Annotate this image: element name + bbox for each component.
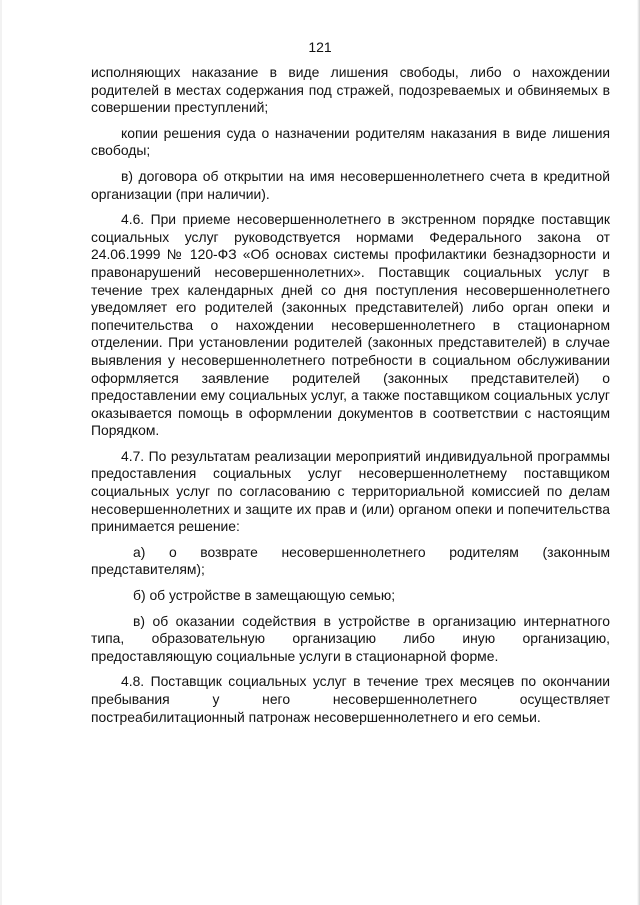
document-body (91, 64, 610, 726)
paragraph-bank-account-contract: в) договора об открытии на имя несовершеннолетнего счета в кредитной организации (при наличии). (91, 167, 610, 202)
paragraph-4-6: 4.6. При приеме несовершеннолетнего в экстренном порядке поставщик социальных услуг руководствуется нормами Федерального закона от 24.06.1999 № 120-ФЗ «Об основах системы профилактики безнадзорности и правонарушений несовершеннолетних». Поставщик социальных услуг в течение трех календарных дней со дня поступления несовершеннолетнего уведомляет его родителей (законных представителей) либо орган опеки и попечительства о нахождении несовершеннолетнего в стационарном отделении. При установлении родителей (законных представителей) в случае выявления у несовершеннолетнего потребности в социальном обслуживании оформляется заявление родителей (законных представителей) о предоставлении ему социальных услуг, а также поставщиком социальных услуг оказывается помощь в оформлении документов в соответствии с настоящим Порядком. (91, 211, 610, 439)
list-item-v: в) об оказании содействия в устройстве в организацию интернатного типа, образовательную организацию либо иную организацию, предоставляющую социальные услуги в стационарной форме. (91, 612, 610, 664)
scan-left-edge (0, 0, 2, 905)
paragraph-4-7: 4.7. По результатам реализации мероприятий индивидуальной программы предоставления социальных услуг несовершеннолетнему поставщиком социальных услуг по согласованию с территориальной комиссией по делам несовершеннолетних и защите их прав и (или) органом опеки и попечительства принимается решение: (91, 447, 610, 535)
page-number: 121 (308, 39, 332, 55)
list-item-b: б) об устройстве в замещающую семью; (133, 587, 396, 604)
paragraph-4-8: 4.8. Поставщик социальных услуг в течение трех месяцев по окончании пребывания у него несовершеннолетнего осуществляет постреабилитационный патронаж несовершеннолетнего и его семьи. (91, 673, 610, 725)
list-item-a: а) о возврате несовершеннолетнего родителям (законным представителям); (91, 543, 610, 578)
paragraph-continuation: исполняющих наказание в виде лишения свободы, либо о нахождении родителей в местах содержания под стражей, подозреваемых и обвиняемых в совершении преступлений; (91, 64, 610, 116)
paragraph-court-decision-copy: копии решения суда о назначении родителям наказания в виде лишения свободы; (91, 124, 610, 159)
